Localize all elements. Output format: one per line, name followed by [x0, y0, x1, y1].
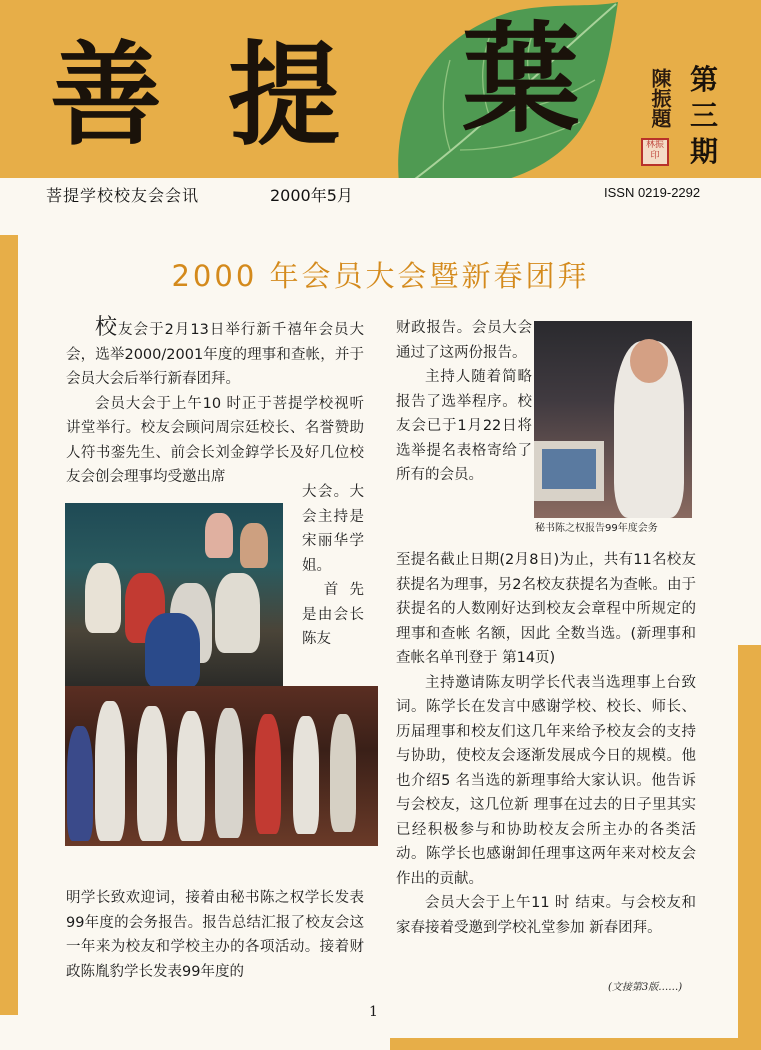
bottom-gold-bar	[390, 1038, 761, 1050]
meeting-audience-photo	[65, 503, 283, 686]
seal-stamp: 林振印	[641, 138, 669, 166]
photo-caption: 秘书陈之权报告99年度会务	[535, 523, 658, 534]
continued-note: (文接第3版……)	[608, 982, 683, 993]
newsletter-name: 菩提学校校友会会讯	[46, 186, 200, 205]
article-title: 2000 年会员大会暨新春团拜	[171, 259, 590, 293]
secretary-speaking-photo	[534, 321, 692, 518]
issue-number: 第三期	[690, 63, 719, 168]
new-year-gathering-photo	[65, 686, 378, 846]
masthead-char-1: 善	[50, 30, 162, 161]
paragraph: 主持人随着简略报告了选举程序。校友会已于1月22日将选举提名表格寄给了所有的会员。	[396, 369, 532, 483]
paragraph: 财政报告。会员大会通过了这两份报告。	[396, 320, 532, 361]
masthead-char-2: 提	[228, 30, 340, 161]
calligrapher-signature: 陳振題	[648, 68, 672, 128]
paragraph: 会员大会于上午10 时正于菩提学校视听讲堂举行。校友会顾问周宗廷校长、名誉赞助人符书銮先生、前会长刘金錞学长及好几位校友会创会理事均受邀出席	[66, 395, 364, 485]
right-gold-strip	[738, 645, 761, 1050]
paragraph: 大会。大会主持是宋丽华学姐。	[302, 484, 364, 574]
drop-cap: 校	[95, 315, 119, 340]
paragraph: 明学长致欢迎词，接着由秘书陈之权学长发表99年度的会务报告。报告总结汇报了校友会这一年来为校友和学校主办的各项活动。接着财政陈胤豹学长发表99年度的	[66, 890, 364, 980]
page-number: 1	[369, 1004, 378, 1020]
masthead-char-3: 葉	[462, 9, 581, 148]
paragraph: 至提名截止日期(2月8日)为止，共有11名校友获提名为理事，另2名校友获提名为查帐。由于获提名的人数刚好达到校友会章程中所规定的理事和查帐 名额，因此 全数当选。(新理事和查帐名单刊登于 第14页)	[396, 552, 696, 666]
article-column-right-top	[396, 316, 532, 488]
article-column-left	[66, 316, 364, 490]
paragraph: 友会于2月13日举行新千禧年会员大会，选举2000/2001年度的理事和查帐，并于会员大会后举行新春团拜。	[66, 322, 364, 387]
paragraph: 首先是由会长陈友	[302, 582, 364, 647]
article-column-right	[396, 548, 696, 940]
issue-date: 2000年5月	[270, 186, 353, 205]
left-gold-strip	[0, 235, 18, 1015]
article-column-narrow	[302, 480, 364, 652]
paragraph: 会员大会于上午11 时 结束。与会校友和家春接着受邀到学校礼堂参加 新春团拜。	[396, 895, 696, 936]
issn-number: ISSN 0219-2292	[604, 185, 701, 200]
paragraph: 主持邀请陈友明学长代表当选理事上台致词。陈学长在发言中感谢学校、校长、师长、历届理事和校友们这几年来给予校友会的支持与协助，使校友会逐渐发展成今日的规模。他也介绍5 名当选的新理事给大家认识。他告诉与会校友，这几位新 理事在过去的日子里其实已经积极参与和协助校友会所主办的各类活动。陈学长也感谢卸任理事这两年来对校友会作出的贡献。	[396, 674, 696, 887]
article-column-left-bottom	[66, 886, 364, 984]
